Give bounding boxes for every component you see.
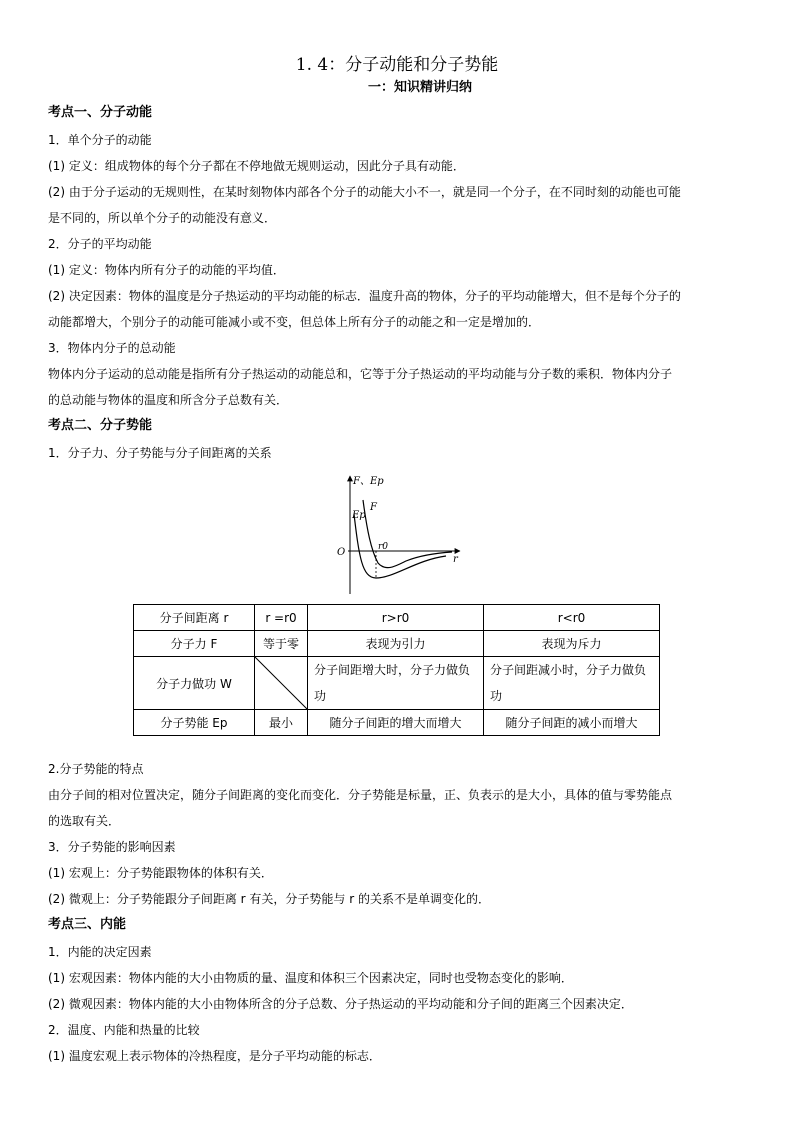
paragraph: 动能都增大，个别分子的动能可能减小或不变，但总体上所有分子的动能之和一定是增加的． — [48, 315, 541, 329]
table-cell: 表现为引力 — [308, 631, 484, 657]
table-row — [134, 605, 660, 631]
table-cell: 分子间距减小时，分子力做负功 — [484, 657, 660, 710]
r0-label: r0 — [378, 542, 389, 552]
table-cell: 随分子间距的减小而增大 — [484, 710, 660, 736]
section-heading-kinetic: 考点一、分子动能 — [48, 105, 153, 120]
table-header-cell: r =r0 — [255, 605, 308, 631]
table-cell: 等于零 — [255, 631, 308, 657]
section-heading-potential: 考点二、分子势能 — [48, 418, 153, 433]
subheading-average-kinetic: 2．分子的平均动能 — [48, 237, 152, 251]
table-cell: 最小 — [255, 710, 308, 736]
paragraph: 的总动能与物体的温度和所含分子总数有关． — [48, 393, 289, 407]
subheading-force-potential-relation: 1．分子力、分子势能与分子间距离的关系 — [48, 446, 272, 460]
paragraph: (1) 定义：物体内所有分子的动能的平均值． — [48, 263, 285, 277]
table-header-cell: 分子间距离 r — [134, 605, 255, 631]
table-header-cell: r<r0 — [484, 605, 660, 631]
comparison-table — [133, 604, 660, 736]
subheading-single-molecule: 1．单个分子的动能 — [48, 133, 152, 147]
table-cell: 随分子间距的增大而增大 — [308, 710, 484, 736]
subheading-internal-energy-factors: 1．内能的决定因素 — [48, 945, 152, 959]
page-title: 1. 4：分子动能和分子势能 — [295, 55, 499, 75]
paragraph: 是不同的，所以单个分子的动能没有意义． — [48, 211, 277, 225]
table-cell-diagonal — [255, 657, 308, 710]
paragraph: 由分子间的相对位置决定，随分子间距离的变化而变化．分子势能是标量，正、负表示的是大小，具体的值与零势能点 — [48, 788, 673, 802]
table-row — [134, 710, 660, 736]
ep-curve-label: Ep — [352, 510, 366, 521]
paragraph: (2) 微观上：分子势能跟分子间距离 r 有关，分子势能与 r 的关系不是单调变化的． — [48, 892, 490, 906]
paragraph: (2) 微观因素：物体内能的大小由物体所含的分子总数、分子热运动的平均动能和分子间的距离三个因素决定． — [48, 997, 633, 1011]
paragraph: (1) 宏观因素：物体内能的大小由物质的量、温度和体积三个因素决定，同时也受物态变化的影响． — [48, 971, 573, 985]
table-cell: 分子间距增大时，分子力做负功 — [308, 657, 484, 710]
table-cell: 表现为斥力 — [484, 631, 660, 657]
force-potential-graph — [336, 470, 466, 598]
paragraph: (2) 由于分子运动的无规则性，在某时刻物体内部各个分子的动能大小不一，就是同一个分子，在不同时刻的动能也可能 — [48, 185, 681, 199]
subheading-total-kinetic: 3．物体内分子的总动能 — [48, 341, 176, 355]
subheading-comparison: 2．温度、内能和热量的比较 — [48, 1023, 200, 1037]
subheading-potential-factors: 3．分子势能的影响因素 — [48, 840, 176, 854]
subheading-potential-features: 2.分子势能的特点 — [48, 762, 144, 776]
table-header-cell: r>r0 — [308, 605, 484, 631]
section-heading-internal-energy: 考点三、内能 — [48, 917, 127, 932]
table-row — [134, 631, 660, 657]
table-cell: 分子力做功 W — [134, 657, 255, 710]
y-axis-label: F、Ep — [353, 476, 384, 487]
table-cell: 分子势能 Ep — [134, 710, 255, 736]
table-row — [134, 657, 660, 710]
origin-label: O — [337, 547, 346, 558]
table-cell: 分子力 F — [134, 631, 255, 657]
paragraph: (2) 决定因素：物体的温度是分子热运动的平均动能的标志．温度升高的物体，分子的平均动能增大，但不是每个分子的 — [48, 289, 681, 303]
paragraph: (1) 定义：组成物体的每个分子都在不停地做无规则运动，因此分子具有动能． — [48, 159, 465, 173]
paragraph: 的选取有关． — [48, 814, 121, 828]
paragraph: (1) 宏观上：分子势能跟物体的体积有关． — [48, 866, 273, 880]
paragraph: (1) 温度宏观上表示物体的冷热程度，是分子平均动能的标志． — [48, 1049, 381, 1063]
diagonal-slash — [255, 657, 307, 709]
x-axis-label: r — [453, 554, 458, 565]
paragraph: 物体内分子运动的总动能是指所有分子热运动的动能总和，它等于分子热运动的平均动能与分子数的乘积．物体内分子 — [48, 367, 673, 381]
f-curve-label: F — [370, 502, 377, 513]
page-subtitle: 一：知识精讲归纳 — [367, 80, 472, 95]
ep-curve — [354, 514, 446, 578]
